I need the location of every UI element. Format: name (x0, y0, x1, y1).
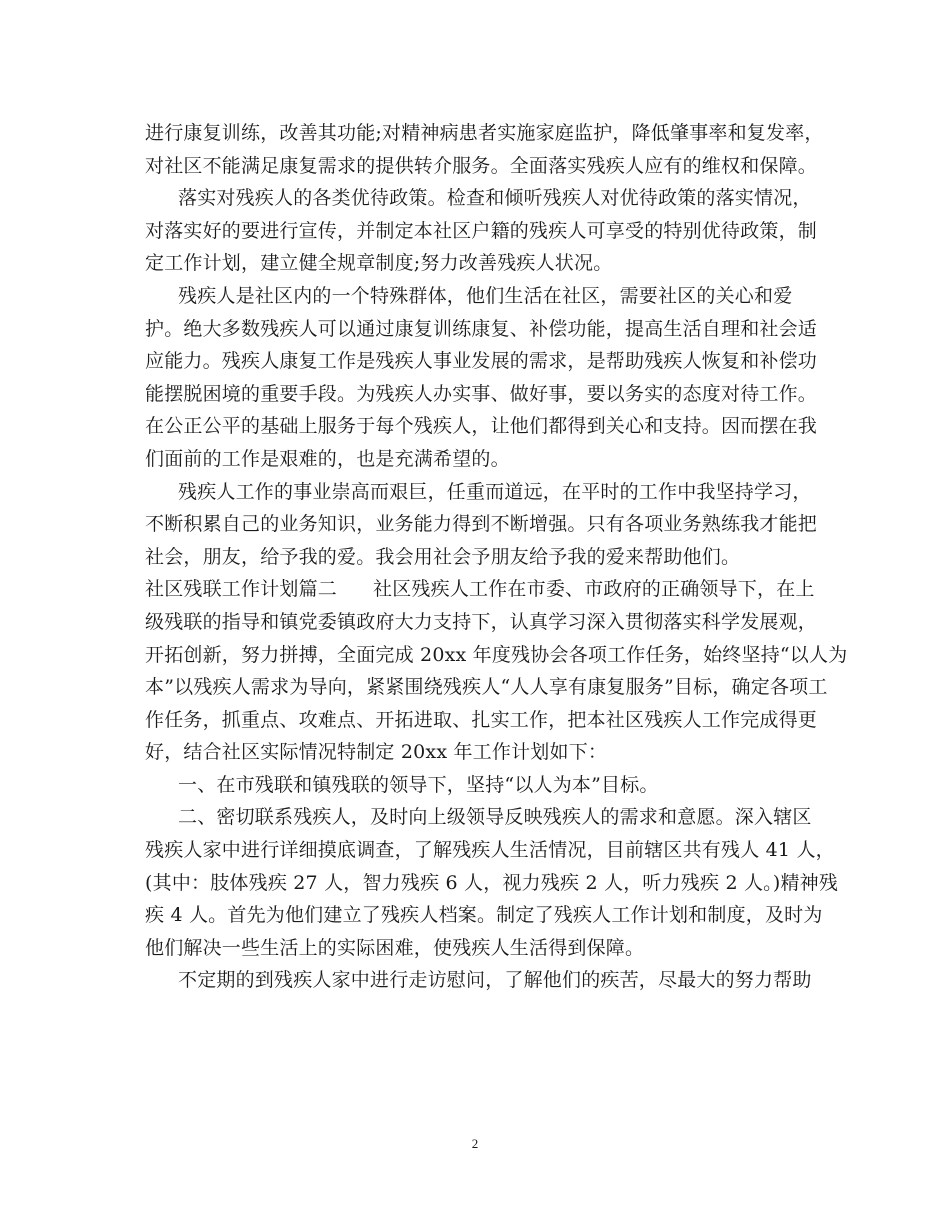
text-line (145, 964, 812, 997)
text-line-content: 应能力。残疾人康复工作是残疾人事业发展的需求，是帮助残疾人恢复和补偿功 (145, 350, 818, 373)
text-line-content: 他们解决一些生活上的实际困难，使残疾人生活得到保障。 (145, 936, 645, 959)
text-line-content: 本”以残疾人需求为导向，紧紧围绕残疾人“人人享有康复服务”目标，确定各项工 (145, 676, 828, 699)
text-line-content: 好，结合社区实际情况特制定 20xx 年工作计划如下： (145, 741, 608, 764)
text-line-content: 一、在市残联和镇残联的领导下，坚持“以人为本”目标。 (178, 773, 659, 796)
text-line (145, 150, 818, 183)
text-line (145, 834, 835, 867)
text-line (145, 769, 805, 802)
text-line (145, 182, 812, 215)
text-line-content: 残疾人家中进行详细摸底调查，了解残疾人生活情况，目前辖区共有残人 41 人， (145, 839, 835, 862)
text-line (145, 639, 848, 672)
text-line-content: 进行康复训练，改善其功能;对精神病患者实施家庭监护，降低肇事率和复发率， (145, 122, 824, 144)
page-number: 2 (471, 1136, 479, 1151)
text-line (145, 899, 823, 932)
text-line (145, 378, 818, 411)
text-line-content: 开拓创新，努力拼搏，全面完成 20xx 年度残协会各项工作任务，始终坚持“以人为 (145, 643, 848, 666)
text-line (145, 736, 805, 769)
text-line-content: (其中：肢体残疾 27 人，智力残疾 6 人，视力残疾 2 人，听力残疾 2 人。)精神残 (145, 871, 839, 894)
text-line (145, 606, 818, 639)
text-line (145, 801, 812, 834)
text-line (145, 671, 828, 704)
text-line (145, 247, 805, 280)
text-line-content: 能摆脱困境的重要手段。为残疾人办实事、做好事，要以务实的态度对待工作。 (145, 382, 818, 405)
text-line-content: 社会，朋友，给予我的爱。我会用社会予朋友给予我的爱来帮助他们。 (145, 545, 741, 568)
text-line-content: 级残联的指导和镇党委镇政府大力支持下，认真学习深入贯彻落实科学发展观， (145, 610, 818, 633)
text-line (145, 704, 818, 737)
text-line-content: 定工作计划，建立健全规章制度;努力改善残疾人状况。 (145, 252, 613, 275)
text-line (145, 345, 818, 378)
text-line-content: 在公正公平的基础上服务于每个残疾人，让他们都得到关心和支持。因而摆在我 (145, 415, 818, 438)
text-line-content: 对社区不能满足康复需求的提供转介服务。全面落实残疾人应有的维权和保障。 (145, 154, 818, 177)
document-body (145, 117, 848, 997)
text-line-content: 们面前的工作是艰难的，也是充满希望的。 (145, 447, 510, 470)
text-line-continuation: 社区残疾人工作在市委、市政府的正确领导下，在上 (373, 578, 815, 601)
text-line (145, 117, 824, 150)
text-line-content: 护。绝大多数残疾人可以通过康复训练康复、补偿功能，提高生活自理和社会适 (145, 317, 818, 340)
text-line-content: 残疾人工作的事业崇高而艰巨，任重而道远，在平时的工作中我坚持学习， (178, 480, 812, 503)
text-line-content: 社区残联工作计划篇二 (145, 578, 338, 601)
text-line (145, 476, 812, 509)
text-line-content: 不定期的到残疾人家中进行走访慰问，了解他们的疾苦，尽最大的努力帮助 (178, 969, 812, 992)
text-line-content: 疾 4 人。首先为他们建立了残疾人档案。制定了残疾人工作计划和制度，及时为 (145, 904, 823, 927)
text-line (145, 443, 805, 476)
text-line (145, 541, 805, 574)
text-line (145, 313, 818, 346)
text-line-content: 不断积累自己的业务知识，业务能力得到不断增强。只有各项业务熟练我才能把 (145, 513, 818, 536)
text-line (145, 410, 818, 443)
text-line (145, 215, 818, 248)
text-line-content: 残疾人是社区内的一个特殊群体，他们生活在社区，需要社区的关心和爱 (178, 284, 793, 307)
text-line (145, 280, 805, 313)
text-line (145, 508, 818, 541)
text-line-content: 二、密切联系残疾人，及时向上级领导反映残疾人的需求和意愿。深入辖区 (178, 806, 812, 829)
text-line-content: 对落实好的要进行宣传，并制定本社区户籍的残疾人可享受的特别优待政策，制 (145, 219, 818, 242)
text-line (145, 573, 815, 606)
text-line (145, 867, 839, 900)
text-line-content: 落实对残疾人的各类优待政策。检查和倾听残疾人对优待政策的落实情况， (178, 187, 812, 210)
text-line-content: 作任务，抓重点、攻难点、开拓进取、扎实工作，把本社区残疾人工作完成得更 (145, 708, 818, 731)
text-line (145, 932, 805, 965)
